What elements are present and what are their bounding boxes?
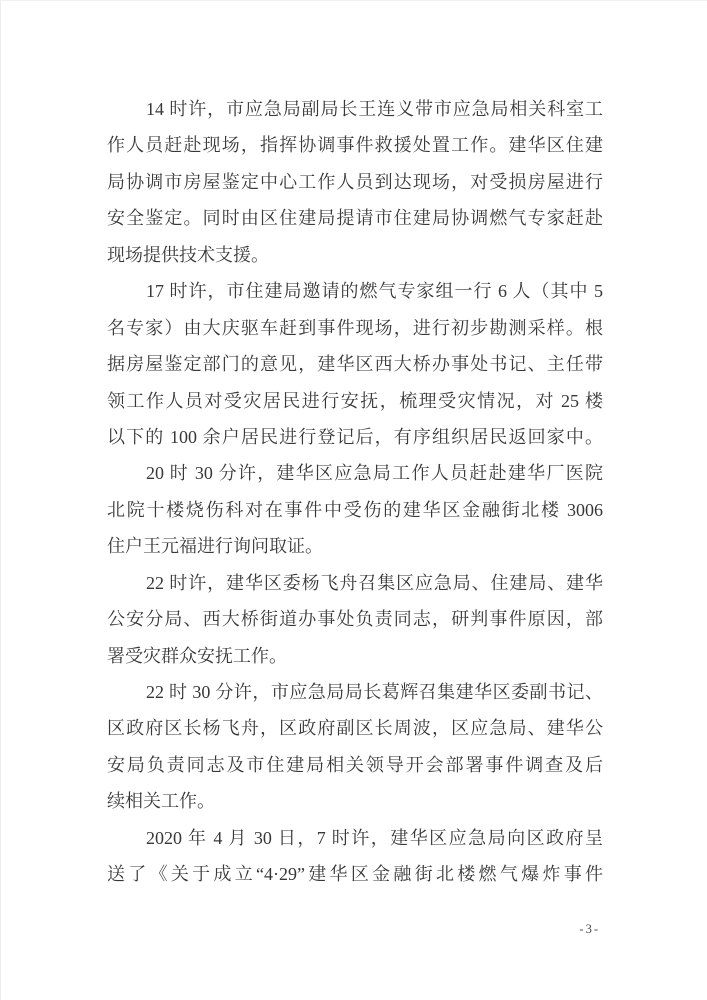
text-line: 局协调市房屋鉴定中心工作人员到达现场，对受损房屋进行 bbox=[107, 171, 603, 192]
text-line: 区政府区长杨飞舟，区政府副区长周波，区应急局、建华公 bbox=[107, 718, 603, 739]
text-line: 署受灾群众安抚工作。 bbox=[107, 645, 287, 666]
text-line: 公安分局、西大桥街道办事处负责同志，研判事件原因，部 bbox=[107, 609, 603, 630]
text-line: 20 时 30 分许，建华区应急局工作人员赶赴建华厂医院 bbox=[146, 463, 603, 484]
text-line: 14 时许，市应急局副局长王连义带市应急局相关科室工 bbox=[146, 99, 603, 119]
text-line: 据房屋鉴定部门的意见，建华区西大桥办事处书记、主任带 bbox=[107, 354, 603, 375]
text-line: 安局负责同志及市住建局相关领导开会部署事件调查及后 bbox=[107, 754, 603, 775]
text-line: 安全鉴定。同时由区住建局提请市住建局协调燃气专家赶赴 bbox=[107, 208, 603, 229]
text-line: 17 时许，市住建局邀请的燃气专家组一行 6 人（其中 5 bbox=[146, 281, 603, 302]
text-line: 领工作人员对受灾居民进行安抚，梳理受灾情况，对 25 楼 bbox=[107, 390, 603, 411]
page-number: -3- bbox=[579, 922, 600, 936]
text-line: 现场提供技术支援。 bbox=[107, 244, 269, 265]
text-line: 北院十楼烧伤科对在事件中受伤的建华区金融街北楼 3006 bbox=[107, 499, 603, 520]
text-line: 作人员赶赴现场，指挥协调事件救援处置工作。建华区住建 bbox=[107, 135, 603, 156]
text-line: 续相关工作。 bbox=[107, 791, 215, 812]
text-line: 住户王元福进行询问取证。 bbox=[107, 536, 323, 557]
text-line: 送了《关于成立“4·29”建华区金融街北楼燃气爆炸事件 bbox=[107, 864, 603, 885]
text-line: 名专家）由大庆驱车赶到事件现场，进行初步勘测采样。根 bbox=[107, 317, 603, 338]
text-line: 22 时 30 分许，市应急局局长葛辉召集建华区委副书记、 bbox=[146, 682, 603, 702]
text-block bbox=[107, 91, 603, 893]
text-line: 2020 年 4 月 30 日，7 时许，建华区应急局向区政府呈 bbox=[146, 827, 603, 848]
text-line: 22 时许，建华区委杨飞舟召集区应急局、住建局、建华 bbox=[146, 572, 603, 593]
text-line: 以下的 100 余户居民进行登记后，有序组织居民返回家中。 bbox=[107, 426, 603, 447]
